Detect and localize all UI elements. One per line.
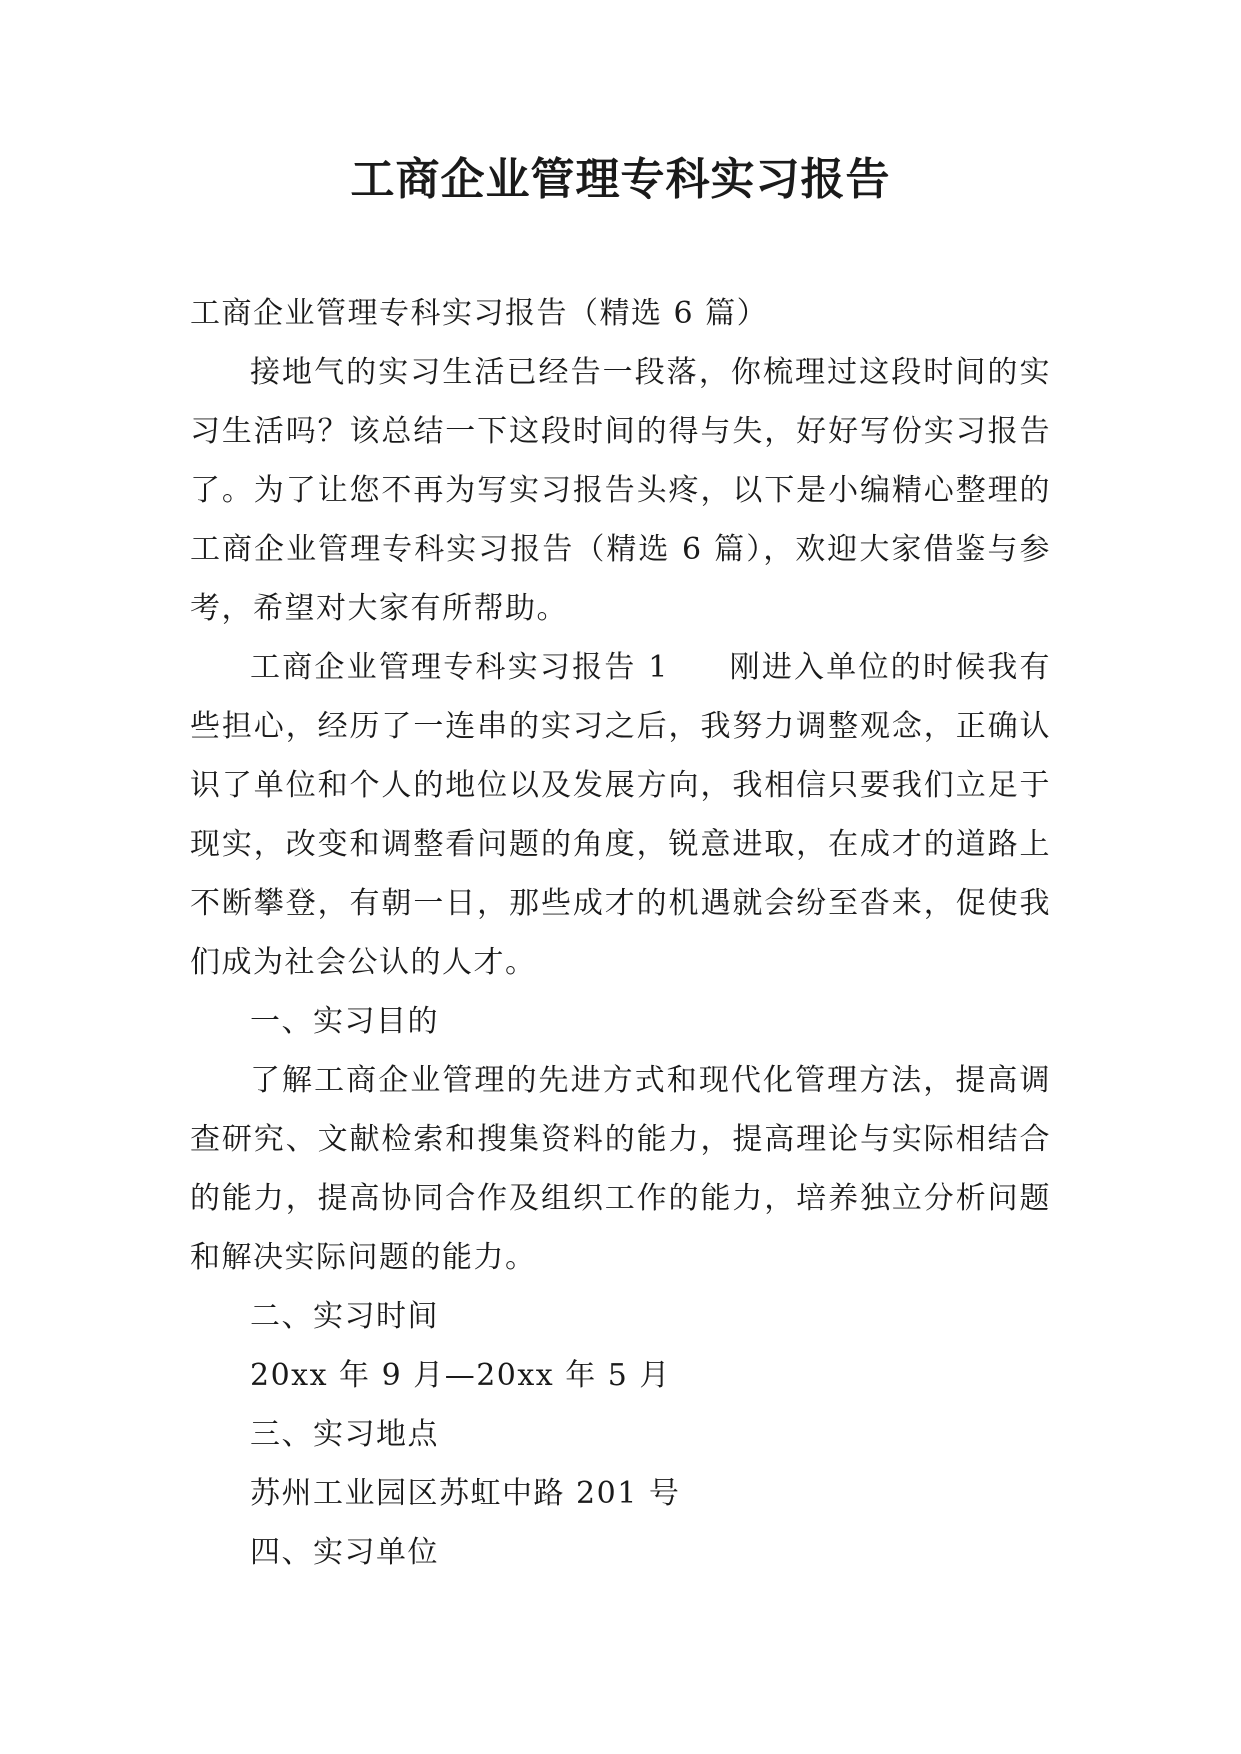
section-3-text: 苏州工业园区苏虹中路 201 号 [250, 1476, 681, 1511]
section-1-text: 了解工商企业管理的先进方式和现代化管理方法，提高调查研究、文献检索和搜集资料的能力，提高理论与实际相结合的能力，提高协同合作及组织工作的能力，培养独立分析问题和解决实际问题的能力。 [190, 1063, 1051, 1275]
section-1-heading: 一、实习目的 [250, 1004, 439, 1039]
document-subtitle: 工商企业管理专科实习报告（精选 6 篇） [190, 296, 769, 331]
document-body [190, 284, 1051, 1582]
section-4-heading: 四、实习单位 [250, 1535, 439, 1570]
section-3-heading: 三、实习地点 [250, 1417, 439, 1452]
report-1-text: 刚进入单位的时候我有些担心，经历了一连串的实习之后，我努力调整观念，正确认识了单位和个人的地位以及发展方向，我相信只要我们立足于现实，改变和调整看问题的角度，锐意进取，在成才的道路上不断攀登，有朝一日，那些成才的机遇就会纷至沓来，促使我们成为社会公认的人才。 [190, 650, 1052, 980]
report-1-paragraph [190, 638, 1051, 992]
intro-paragraph: 接地气的实习生活已经告一段落，你梳理过这段时间的实习生活吗？该总结一下这段时间的得与失，好好写份实习报告了。为了让您不再为写实习报告头疼，以下是小编精心整理的工商企业管理专科实习报告（精选 6 篇），欢迎大家借鉴与参考，希望对大家有所帮助。 [190, 355, 1051, 626]
report-1-heading: 工商企业管理专科实习报告 1 [250, 650, 669, 685]
section-2-heading: 二、实习时间 [250, 1299, 439, 1334]
document-title: 工商企业管理专科实习报告 [350, 154, 891, 205]
section-2-text: 20xx 年 9 月—20xx 年 5 月 [250, 1358, 671, 1393]
